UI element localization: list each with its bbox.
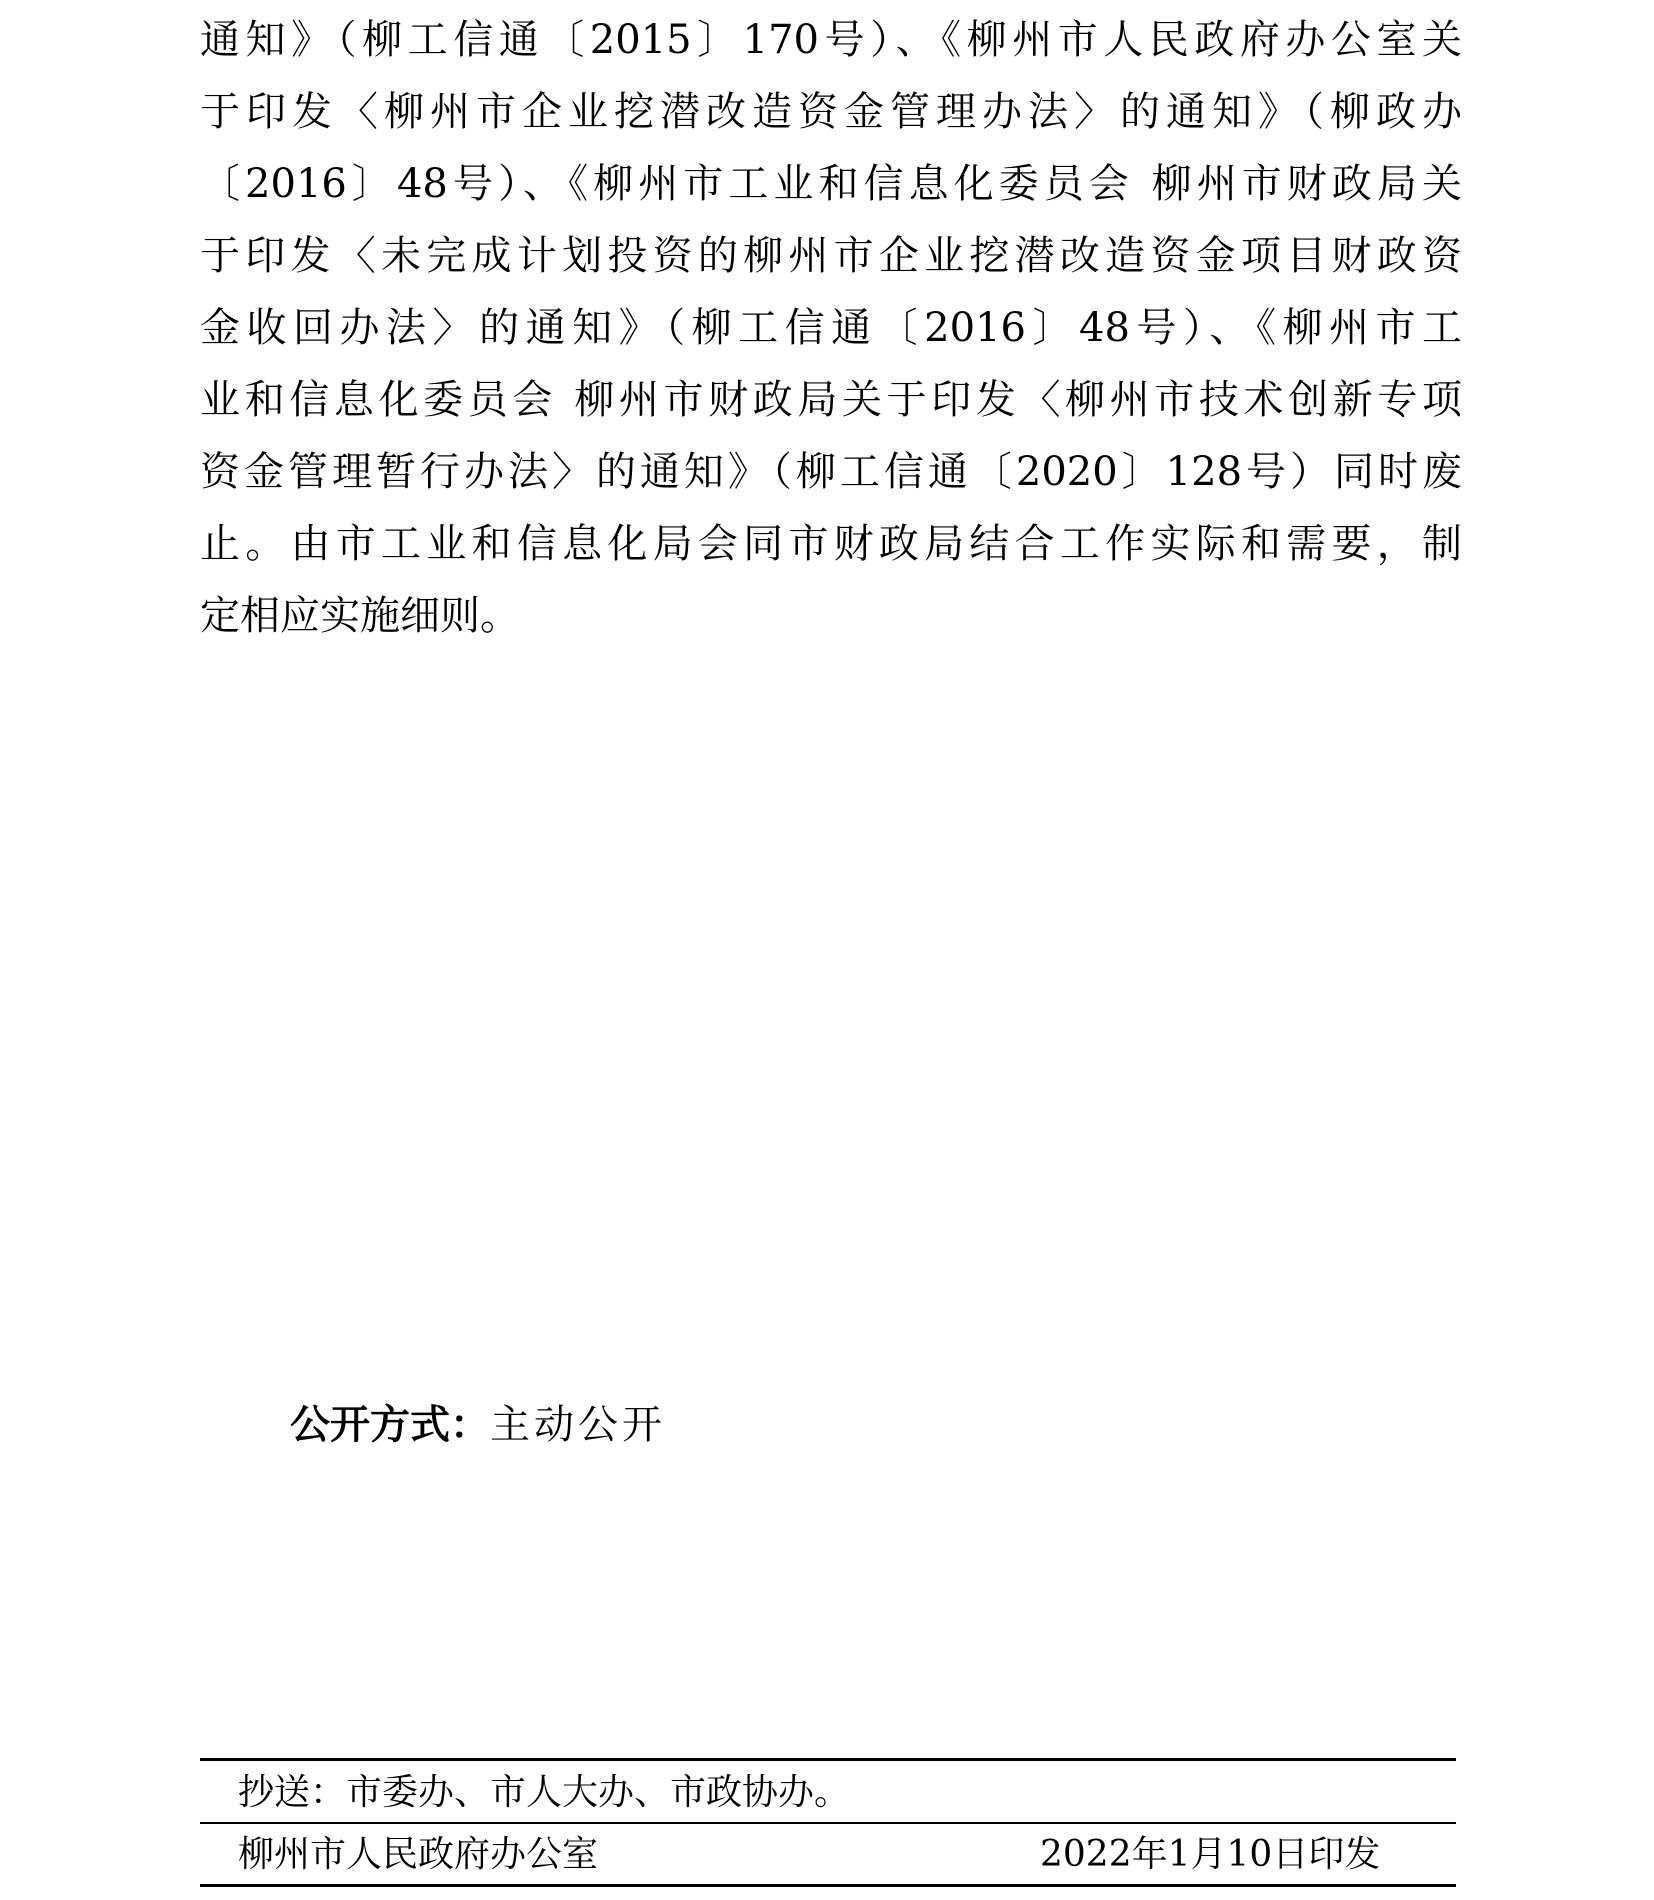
body-line-5: 金收回办法〉的通知》（柳工信通〔2016〕48号）、《柳州市工: [200, 305, 1462, 351]
disclosure-value: 主动公开: [490, 1402, 666, 1448]
body-line-2: 于印发〈柳州市企业挖潜改造资金管理办法〉的通知》（柳政办: [200, 89, 1462, 135]
body-line-6: 业和信息化委员会 柳州市财政局关于印发〈柳州市技术创新专项: [200, 377, 1462, 423]
disclosure-method: [290, 1400, 666, 1450]
body-line-9: 定相应实施细则。: [200, 593, 520, 639]
issuer-name: 柳州市人民政府办公室: [238, 1834, 599, 1875]
body-line-4: 于印发〈未完成计划投资的柳州市企业挖潜改造资金项目财政资: [200, 233, 1462, 279]
body-line-3: 〔2016〕48号）、《柳州市工业和信息化委员会 柳州市财政局关: [200, 161, 1462, 207]
footer-top-rule: [200, 1758, 1456, 1761]
cc-recipients: 抄送：市委办、市人大办、市政协办。: [238, 1772, 851, 1813]
body-line-1: 通知》（柳工信通〔2015〕170号）、《柳州市人民政府办公室关: [200, 17, 1462, 63]
body-line-8: 止。由市工业和信息化局会同市财政局结合工作实际和需要，制: [200, 521, 1462, 567]
footer-bottom-rule: [200, 1884, 1456, 1887]
footer-middle-rule: [200, 1822, 1456, 1824]
issue-date: 2022年1月10日印发: [1040, 1834, 1381, 1875]
disclosure-label: 公开方式：: [290, 1402, 490, 1448]
body-line-7: 资金管理暂行办法〉的通知》（柳工信通〔2020〕128号）同时废: [200, 449, 1462, 495]
